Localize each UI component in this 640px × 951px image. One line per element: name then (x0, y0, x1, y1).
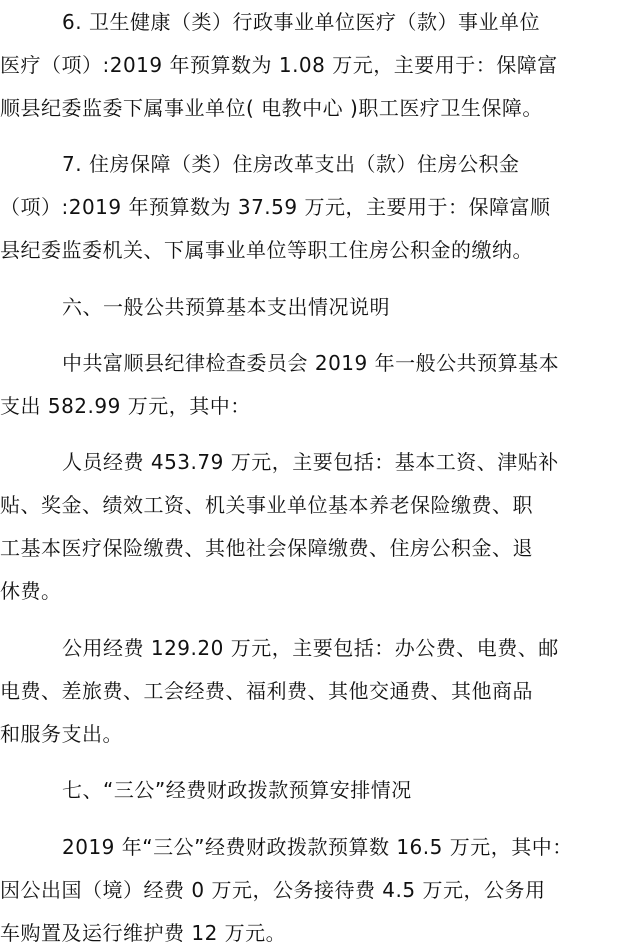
text-line: 2019 年“三公”经费财政拨款预算数 16.5 万元，其中： (62, 835, 573, 859)
text-line: 支出 582.99 万元，其中： (0, 394, 251, 418)
text-line: 中共富顺县纪律检查委员会 2019 年一般公共预算基本 (62, 351, 560, 375)
text-line: （项）:2019 年预算数为 37.59 万元，主要用于：保障富顺 (0, 195, 551, 219)
text-line: 车购置及运行维护费 12 万元。 (0, 921, 287, 945)
text-line: 7. 住房保障（类）住房改革支出（款）住房公积金 (62, 152, 520, 176)
text-line: 休费。 (0, 579, 62, 603)
text-line: 贴、奖金、绩效工资、机关事业单位基本养老保险缴费、职 (0, 493, 533, 517)
text-line: 因公出国（境）经费 0 万元，公务接待费 4.5 万元，公务用 (0, 878, 546, 902)
section-heading: 六、一般公共预算基本支出情况说明 (62, 295, 390, 319)
text-line: 医疗（项）:2019 年预算数为 1.08 万元，主要用于：保障富 (0, 53, 558, 77)
text-line: 工基本医疗保险缴费、其他社会保障缴费、住房公积金、退 (0, 536, 533, 560)
text-line: 人员经费 453.79 万元，主要包括：基本工资、津贴补 (62, 450, 559, 474)
section-heading: 七、“三公”经费财政拨款预算安排情况 (62, 778, 412, 802)
text-line: 县纪委监委机关、下属事业单位等职工住房公积金的缴纳。 (0, 238, 533, 262)
text-line: 电费、差旅费、工会经费、福利费、其他交通费、其他商品 (0, 679, 533, 703)
text-line: 顺县纪委监委下属事业单位( 电教中心 )职工医疗卫生保障。 (0, 96, 543, 120)
text-line: 和服务支出。 (0, 722, 123, 746)
text-line: 公用经费 129.20 万元，主要包括：办公费、电费、邮 (62, 636, 559, 660)
text-line: 6. 卫生健康（类）行政事业单位医疗（款）事业单位 (62, 10, 540, 34)
